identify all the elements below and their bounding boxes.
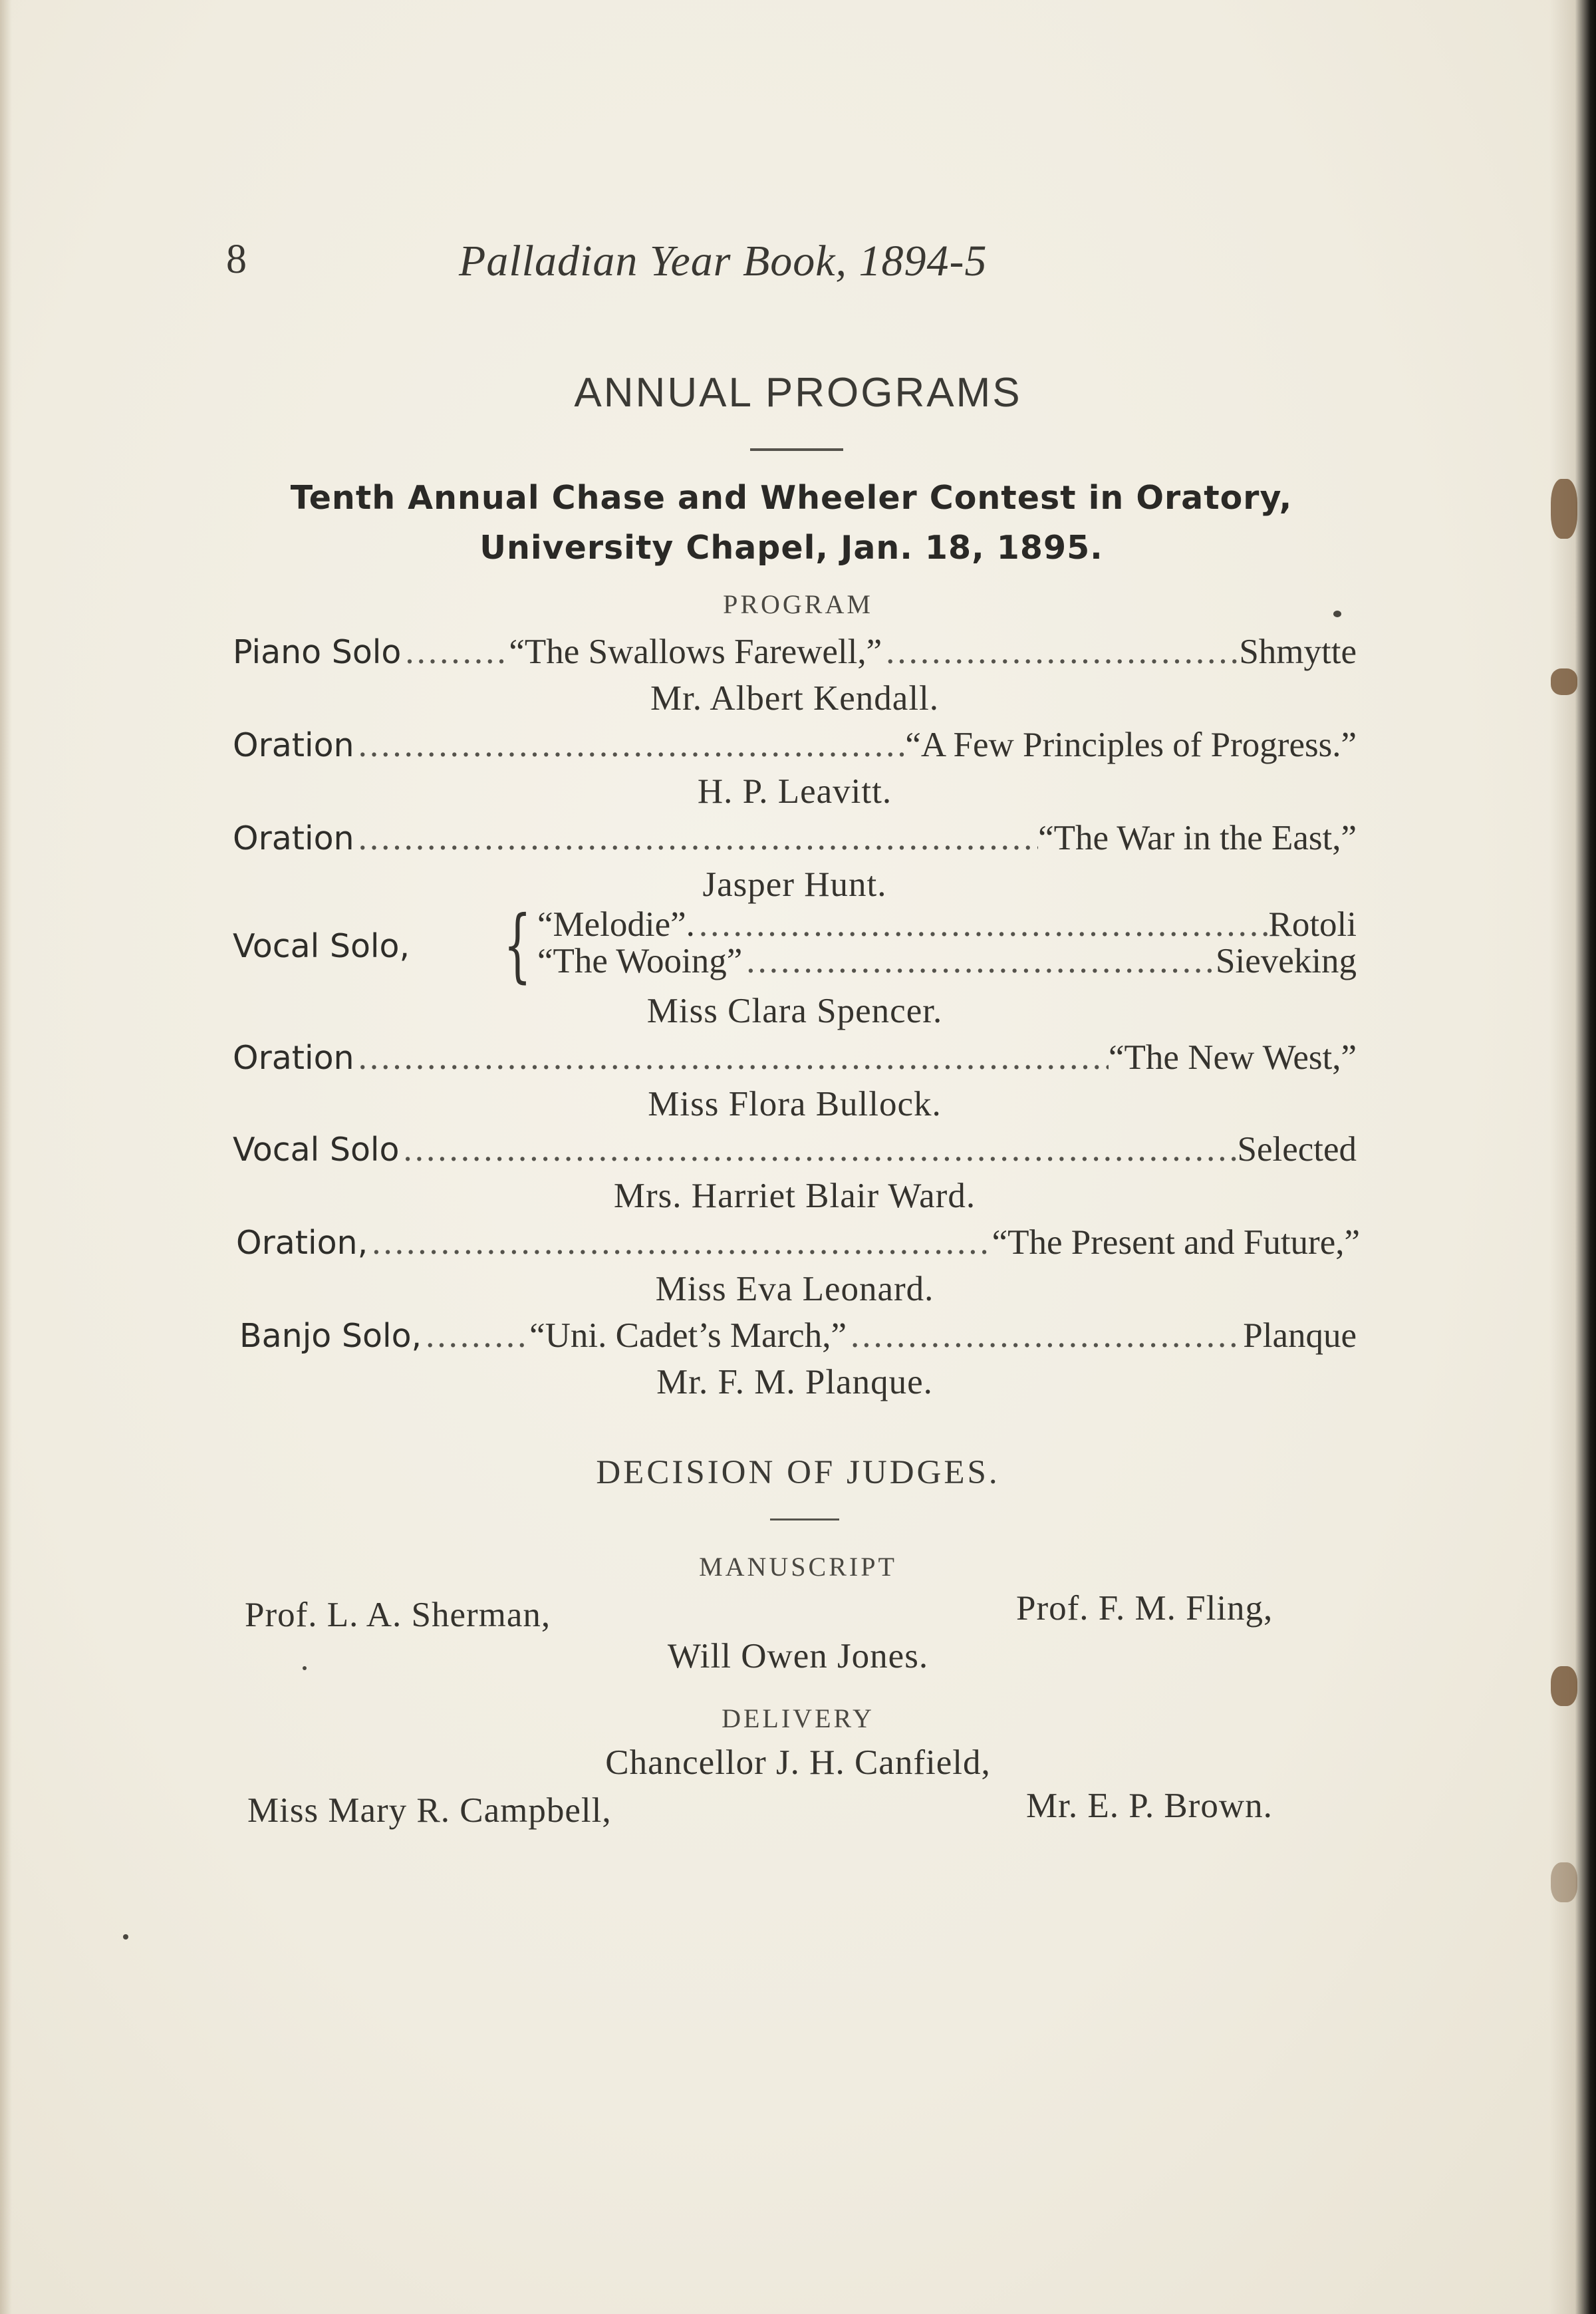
title-divider: [750, 448, 843, 451]
vocal-solo-block: [233, 899, 1357, 998]
item-performer: Miss Eva Leonard.: [655, 1270, 934, 1308]
item-label: Banjo Solo,: [239, 1317, 422, 1355]
program-heading: PROGRAM: [723, 589, 873, 619]
item-label: Oration: [233, 1039, 354, 1077]
item-performer: Miss Clara Spencer.: [646, 992, 943, 1030]
judge-name: Mr. E. P. Brown.: [1026, 1787, 1273, 1825]
vocal-song: [537, 941, 1357, 981]
item-label: Piano Solo: [233, 633, 402, 671]
song-composer: Rotoli: [1268, 905, 1357, 944]
item-performer: Mr. Albert Kendall.: [650, 679, 940, 718]
item-label: Oration: [233, 726, 354, 764]
leader-dots: [400, 1129, 1238, 1169]
item-composer: Selected: [1237, 1130, 1357, 1169]
judge-name: Prof. L. A. Sherman,: [245, 1596, 551, 1634]
delivery-heading: DELIVERY: [722, 1703, 874, 1733]
page-shadow-left: [0, 0, 12, 2314]
leader-dots: [354, 1038, 1109, 1078]
judge-name: Miss Mary R. Campbell,: [247, 1791, 612, 1830]
program-item: [233, 725, 1357, 768]
judge-name: Chancellor J. H. Canfield,: [605, 1743, 991, 1782]
item-piece: “The Present and Future,”: [992, 1223, 1360, 1262]
print-speck: [123, 1934, 128, 1940]
song-composer: Sieveking: [1216, 942, 1357, 980]
print-speck: [303, 1666, 307, 1670]
judge-name: Will Owen Jones.: [667, 1637, 929, 1675]
item-performer: Miss Flora Bullock.: [648, 1085, 942, 1123]
item-performer: H. P. Leavitt.: [697, 772, 892, 811]
page-number: 8: [226, 237, 247, 282]
program-item: [233, 1038, 1357, 1080]
decision-title: DECISION OF JUDGES.: [596, 1454, 1000, 1491]
item-composer: Planque: [1243, 1316, 1357, 1355]
program-item: [233, 632, 1357, 674]
leader-dots: [695, 905, 1269, 944]
decision-divider: [770, 1519, 839, 1520]
leader-dots: [401, 632, 509, 672]
leader-dots: [882, 632, 1239, 672]
program-item: [239, 1316, 1357, 1358]
item-piece: “The Swallows Farewell,”: [509, 633, 882, 671]
item-performer: Jasper Hunt.: [702, 865, 887, 904]
paper-damage-mark: [1551, 1862, 1577, 1902]
item-label: Oration: [233, 819, 354, 857]
program-item: [236, 1223, 1360, 1265]
brace-glyph: {: [503, 899, 532, 992]
program-item: [233, 1129, 1357, 1172]
running-title: Palladian Year Book, 1894-5: [459, 237, 988, 285]
leader-dots: [354, 818, 1038, 858]
leader-dots: [742, 941, 1216, 981]
leader-dots: [422, 1316, 529, 1356]
item-piece: “The War in the East,”: [1038, 819, 1357, 857]
leader-dots: [368, 1223, 992, 1262]
item-label: Oration,: [236, 1224, 368, 1262]
leader-dots: [847, 1316, 1243, 1356]
item-piece: “Uni. Cadet’s March,”: [529, 1316, 847, 1355]
item-performer: Mrs. Harriet Blair Ward.: [613, 1177, 976, 1215]
contest-venue-date: University Chapel, Jan. 18, 1895.: [479, 529, 1103, 567]
contest-title: Tenth Annual Chase and Wheeler Contest in Oratory,: [290, 479, 1293, 517]
item-performer: Mr. F. M. Planque.: [656, 1363, 933, 1401]
song-piece: “Melodie”.: [537, 905, 695, 944]
manuscript-heading: MANUSCRIPT: [699, 1552, 897, 1582]
vocal-song: [537, 905, 1357, 944]
item-composer: Shmytte: [1239, 633, 1357, 671]
song-piece: “The Wooing”: [537, 942, 743, 980]
item-piece: “A Few Principles of Progress.”: [905, 726, 1357, 764]
section-title: ANNUAL PROGRAMS: [574, 370, 1022, 416]
page-header: [226, 236, 1357, 296]
judge-name: Prof. F. M. Fling,: [1016, 1589, 1273, 1628]
page-edge-binding: [1549, 0, 1596, 2314]
item-piece: “The New West,”: [1109, 1038, 1357, 1077]
paper-damage-mark: [1551, 668, 1577, 695]
item-label: Vocal Solo,: [233, 927, 410, 965]
program-item: [233, 818, 1357, 861]
print-speck: [1333, 611, 1341, 617]
item-label: Vocal Solo: [233, 1131, 400, 1169]
leader-dots: [354, 725, 906, 765]
paper-damage-mark: [1551, 479, 1577, 539]
